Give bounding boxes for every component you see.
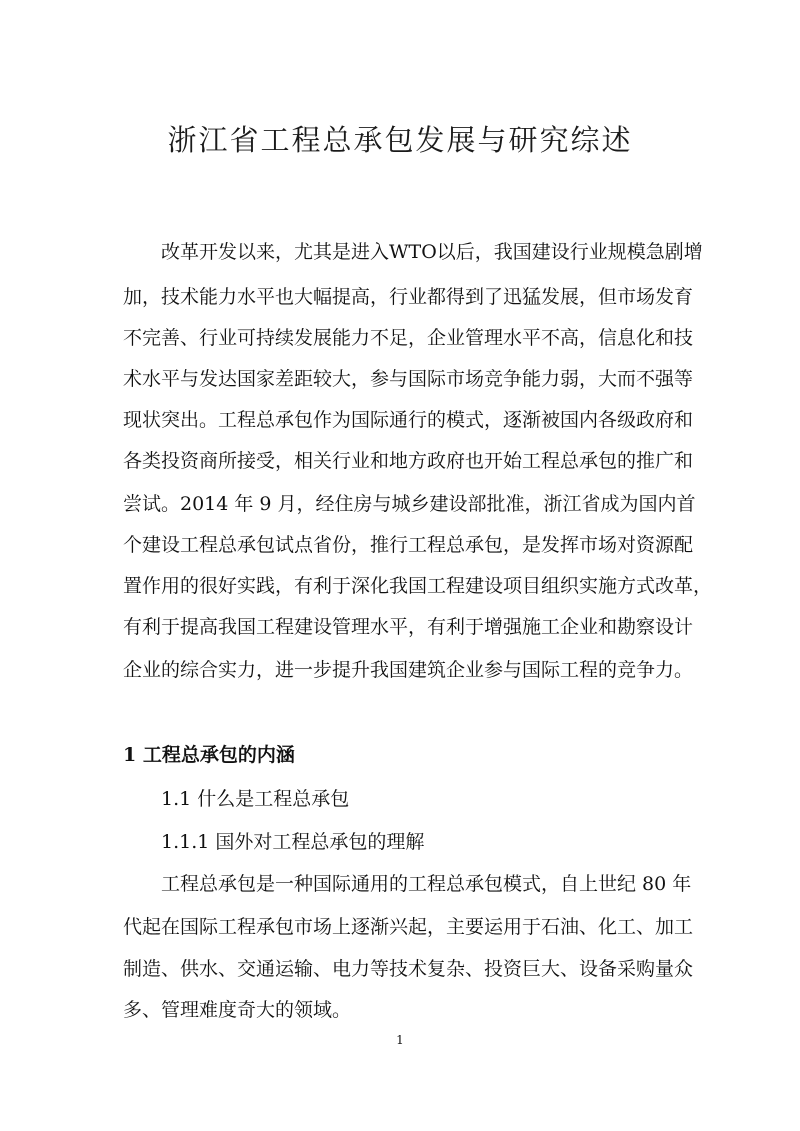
paragraph-line: 工程总承包是一种国际通用的工程总承包模式，自上世纪 80 年 [161, 873, 692, 895]
section-heading-1-1-1: 1.1.1 国外对工程总承包的理解 [161, 831, 425, 853]
paragraph-line: 各类投资商所接受，相关行业和地方政府也开始工程总承包的推广和 [123, 450, 694, 472]
paragraph-line: 不完善、行业可持续发展能力不足，企业管理水平不高，信息化和技 [123, 327, 694, 349]
paragraph-line: 制造、供水、交通运输、电力等技术复杂、投资巨大、设备采购量众 [123, 958, 694, 980]
paragraph-line: 企业的综合实力，进一步提升我国建筑企业参与国际工程的竞争力。 [123, 659, 694, 681]
paragraph-line: 术水平与发达国家差距较大，参与国际市场竞争能力弱，大而不强等 [123, 368, 694, 390]
page-number: 1 [396, 1033, 404, 1047]
paragraph-line: 代起在国际工程承包市场上逐渐兴起，主要运用于石油、化工、加工 [123, 916, 694, 938]
paragraph-line: 加，技术能力水平也大幅提高，行业都得到了迅猛发展，但市场发育 [123, 286, 694, 308]
paragraph-line: 现状突出。工程总承包作为国际通行的模式，逐渐被国内各级政府和 [123, 409, 694, 431]
paragraph-line: 个建设工程总承包试点省份，推行工程总承包，是发挥市场对资源配 [123, 534, 694, 556]
section-heading-1-1: 1.1 什么是工程总承包 [161, 788, 350, 810]
paragraph-line: 尝试。2014 年 9 月，经住房与城乡建设部批准，浙江省成为国内首 [123, 493, 696, 515]
paragraph-line: 多、管理难度奇大的领域。 [123, 999, 352, 1021]
paragraph-line: 改革开发以来，尤其是进入WTO以后，我国建设行业规模急剧增 [161, 241, 703, 263]
document-title: 浙江省工程总承包发展与研究综述 [167, 123, 633, 157]
paragraph-line: 有利于提高我国工程建设管理水平，有利于增强施工企业和勘察设计 [123, 616, 694, 638]
section-heading-1: 1 工程总承包的内涵 [123, 744, 295, 766]
paragraph-line: 置作用的很好实践，有利于深化我国工程建设项目组织实施方式改革， [123, 575, 713, 597]
